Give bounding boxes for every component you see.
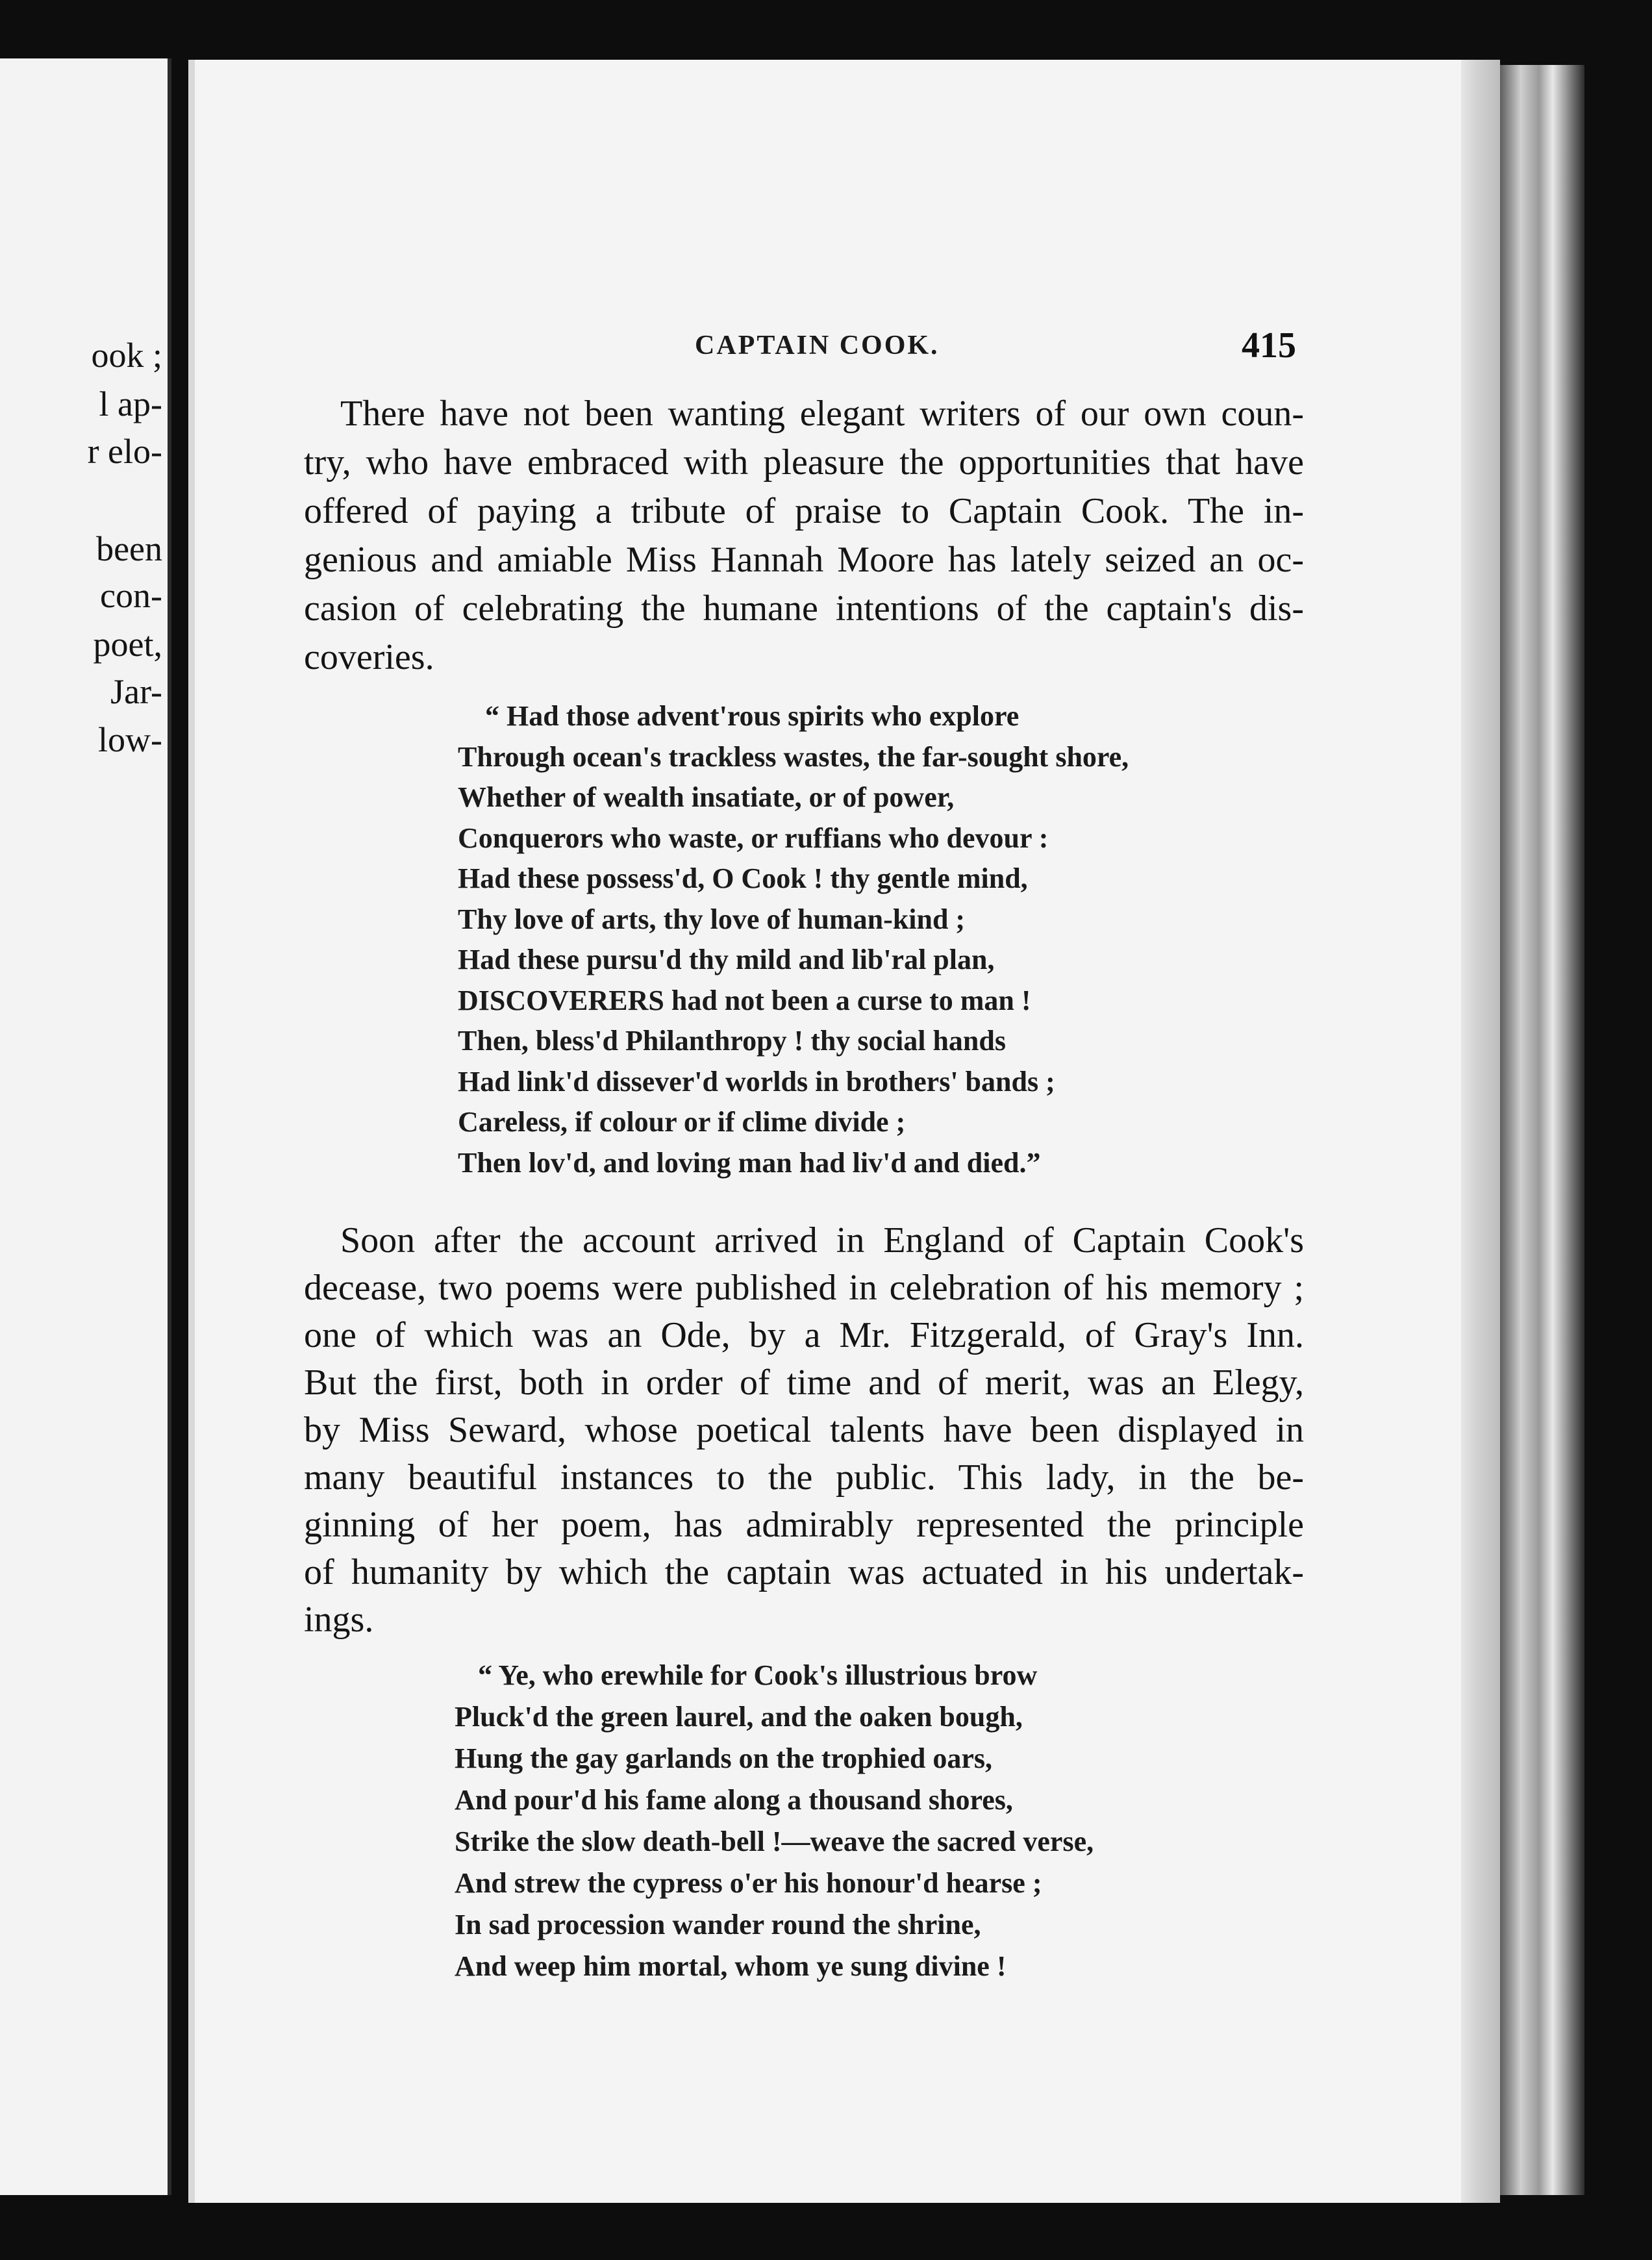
paragraph-line: try, who have embraced with pleasure the opportunities that have — [304, 442, 1304, 483]
verse-quotation-2 — [455, 1655, 1094, 1987]
paragraph-line: of humanity by which the captain was actuated in his undertak- — [304, 1552, 1304, 1592]
verse-line: Had these pursu'd thy mild and lib'ral plan, — [458, 944, 995, 975]
book-page-edges — [1494, 65, 1584, 2195]
left-page-line: ook ; — [91, 336, 162, 375]
paragraph-line: coveries. — [304, 637, 434, 677]
verse-line: Through ocean's trackless wastes, the far-sought shore, — [458, 740, 1129, 773]
page-edge-shadow — [1461, 60, 1500, 2203]
left-page-line: poet, — [93, 625, 162, 664]
running-title: CAPTAIN COOK. — [695, 331, 940, 360]
paragraph-line: ings. — [304, 1600, 374, 1640]
paragraph-line: offered of paying a tribute of praise to Captain Cook. The in- — [304, 491, 1304, 531]
page-header — [195, 325, 1500, 370]
verse-line: Strike the slow death-bell !—weave the sacred verse, — [455, 1826, 1094, 1857]
paragraph-line: Soon after the account arrived in England of Captain Cook's — [340, 1220, 1304, 1261]
paragraph-line: There have not been wanting elegant writers of our own coun- — [340, 394, 1304, 434]
paragraph-2 — [304, 1217, 1304, 1644]
left-page-line: l ap- — [99, 384, 162, 423]
left-page-line: r elo- — [87, 432, 162, 471]
verse-line: And pour'd his fame along a thousand shores, — [455, 1784, 1013, 1816]
paragraph-line: decease, two poems were published in celebration of his memory ; — [304, 1268, 1304, 1308]
verse-line: Conquerors who waste, or ruffians who devour : — [458, 822, 1049, 854]
paragraph-line: by Miss Seward, whose poetical talents have been displayed in — [304, 1410, 1304, 1450]
verse-line: Had these possess'd, O Cook ! thy gentle mind, — [458, 862, 1028, 894]
page-number: 415 — [1242, 325, 1296, 366]
verse-line: “ Had those advent'rous spirits who explore — [485, 700, 1020, 732]
paragraph-line: many beautiful instances to the public. This lady, in the be- — [304, 1457, 1304, 1498]
verse-line: Had link'd dissever'd worlds in brothers' bands ; — [458, 1065, 1055, 1098]
verse-line: Whether of wealth insatiate, or of power, — [458, 781, 955, 813]
verse-line: Careless, if colour or if clime divide ; — [458, 1106, 906, 1138]
paragraph-1 — [304, 390, 1304, 682]
verse-line: Then, bless'd Philanthropy ! thy social hands — [458, 1025, 1006, 1057]
paragraph-line: one of which was an Ode, by a Mr. Fitzgerald, of Gray's Inn. — [304, 1315, 1304, 1355]
verse-line: Hung the gay garlands on the trophied oars, — [455, 1742, 992, 1774]
paragraph-line: genious and amiable Miss Hannah Moore has lately seized an oc- — [304, 540, 1304, 580]
verse-line: And strew the cypress o'er his honour'd hearse ; — [455, 1867, 1042, 1899]
left-page-line: con- — [100, 576, 162, 615]
book-page — [188, 60, 1500, 2203]
paragraph-line: casion of celebrating the humane intentions of the captain's dis- — [304, 588, 1304, 629]
verse-line: And weep him mortal, whom ye sung divine ! — [455, 1950, 1007, 1982]
left-page-line: Jar- — [110, 672, 162, 711]
verse-line: Pluck'd the green laurel, and the oaken bough, — [455, 1701, 1023, 1733]
verse-line: Thy love of arts, thy love of human-kind ; — [458, 903, 966, 935]
verse-line: In sad procession wander round the shrine, — [455, 1909, 981, 1940]
verse-quotation-1 — [458, 696, 1129, 1183]
verse-line: Then lov'd, and loving man had liv'd and died.” — [458, 1146, 1041, 1179]
verse-line: “ Ye, who erewhile for Cook's illustrious brow — [478, 1659, 1038, 1691]
left-facing-page — [0, 58, 171, 2195]
verse-line: DISCOVERERS had not been a curse to man ! — [458, 984, 1031, 1016]
paragraph-line: But the first, both in order of time and of merit, was an Elegy, — [304, 1362, 1304, 1403]
left-page-line: low- — [98, 720, 162, 759]
left-page-line: been — [96, 529, 162, 568]
paragraph-line: ginning of her poem, has admirably represented the principle — [304, 1505, 1304, 1545]
